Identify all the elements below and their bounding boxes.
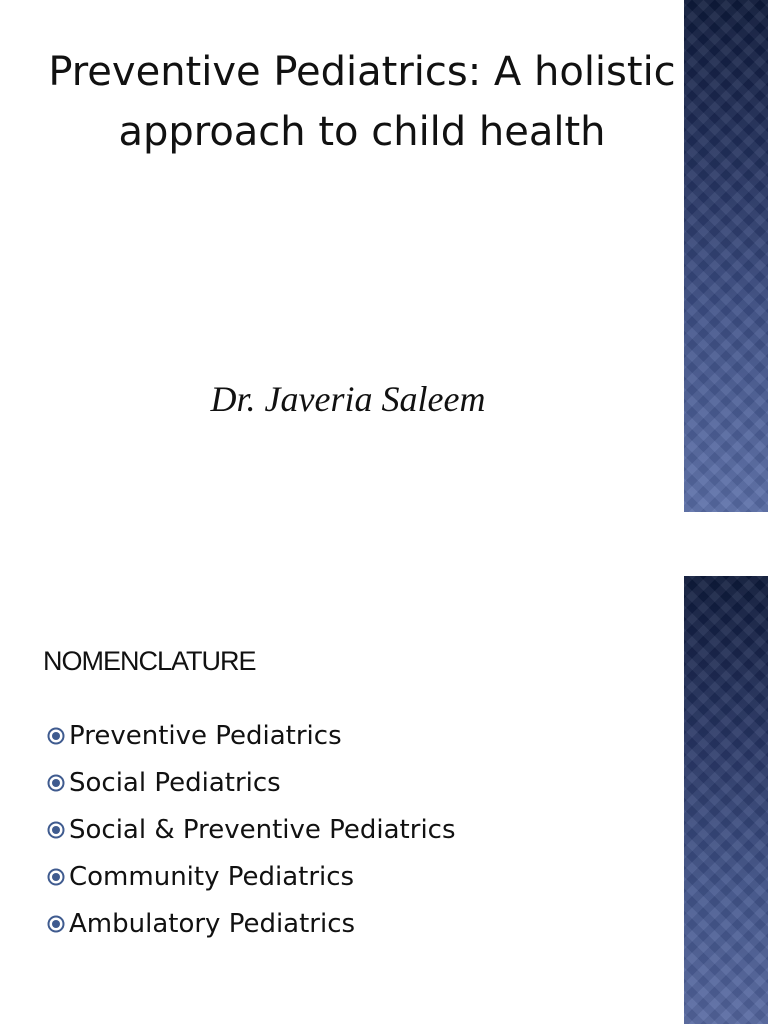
list-item-label: Social Pediatrics [69, 767, 281, 798]
nomenclature-slide [0, 576, 768, 1024]
section-heading: NOMENCLATURE [43, 646, 256, 676]
decorative-side-band [684, 0, 768, 512]
list-item-label: Community Pediatrics [69, 861, 355, 892]
list-item [46, 900, 456, 947]
decorative-side-band [684, 576, 768, 1024]
circled-dot-bullet-icon [46, 867, 66, 887]
circled-dot-bullet-icon [46, 773, 66, 793]
slide-title: Preventive Pediatrics: A holistic approach to child health [48, 49, 676, 155]
author-name: Dr. Javeria Saleem [210, 379, 486, 419]
list-item [46, 712, 456, 759]
list-item [46, 759, 456, 806]
list-item-label: Preventive Pediatrics [69, 720, 342, 751]
circled-dot-bullet-icon [46, 914, 66, 934]
list-item [46, 853, 456, 900]
list-item [46, 806, 456, 853]
list-item-label: Ambulatory Pediatrics [69, 908, 356, 939]
nomenclature-list [46, 712, 456, 947]
slide-separator [0, 512, 768, 576]
list-item-label: Social & Preventive Pediatrics [69, 814, 456, 845]
circled-dot-bullet-icon [46, 820, 66, 840]
circled-dot-bullet-icon [46, 726, 66, 746]
